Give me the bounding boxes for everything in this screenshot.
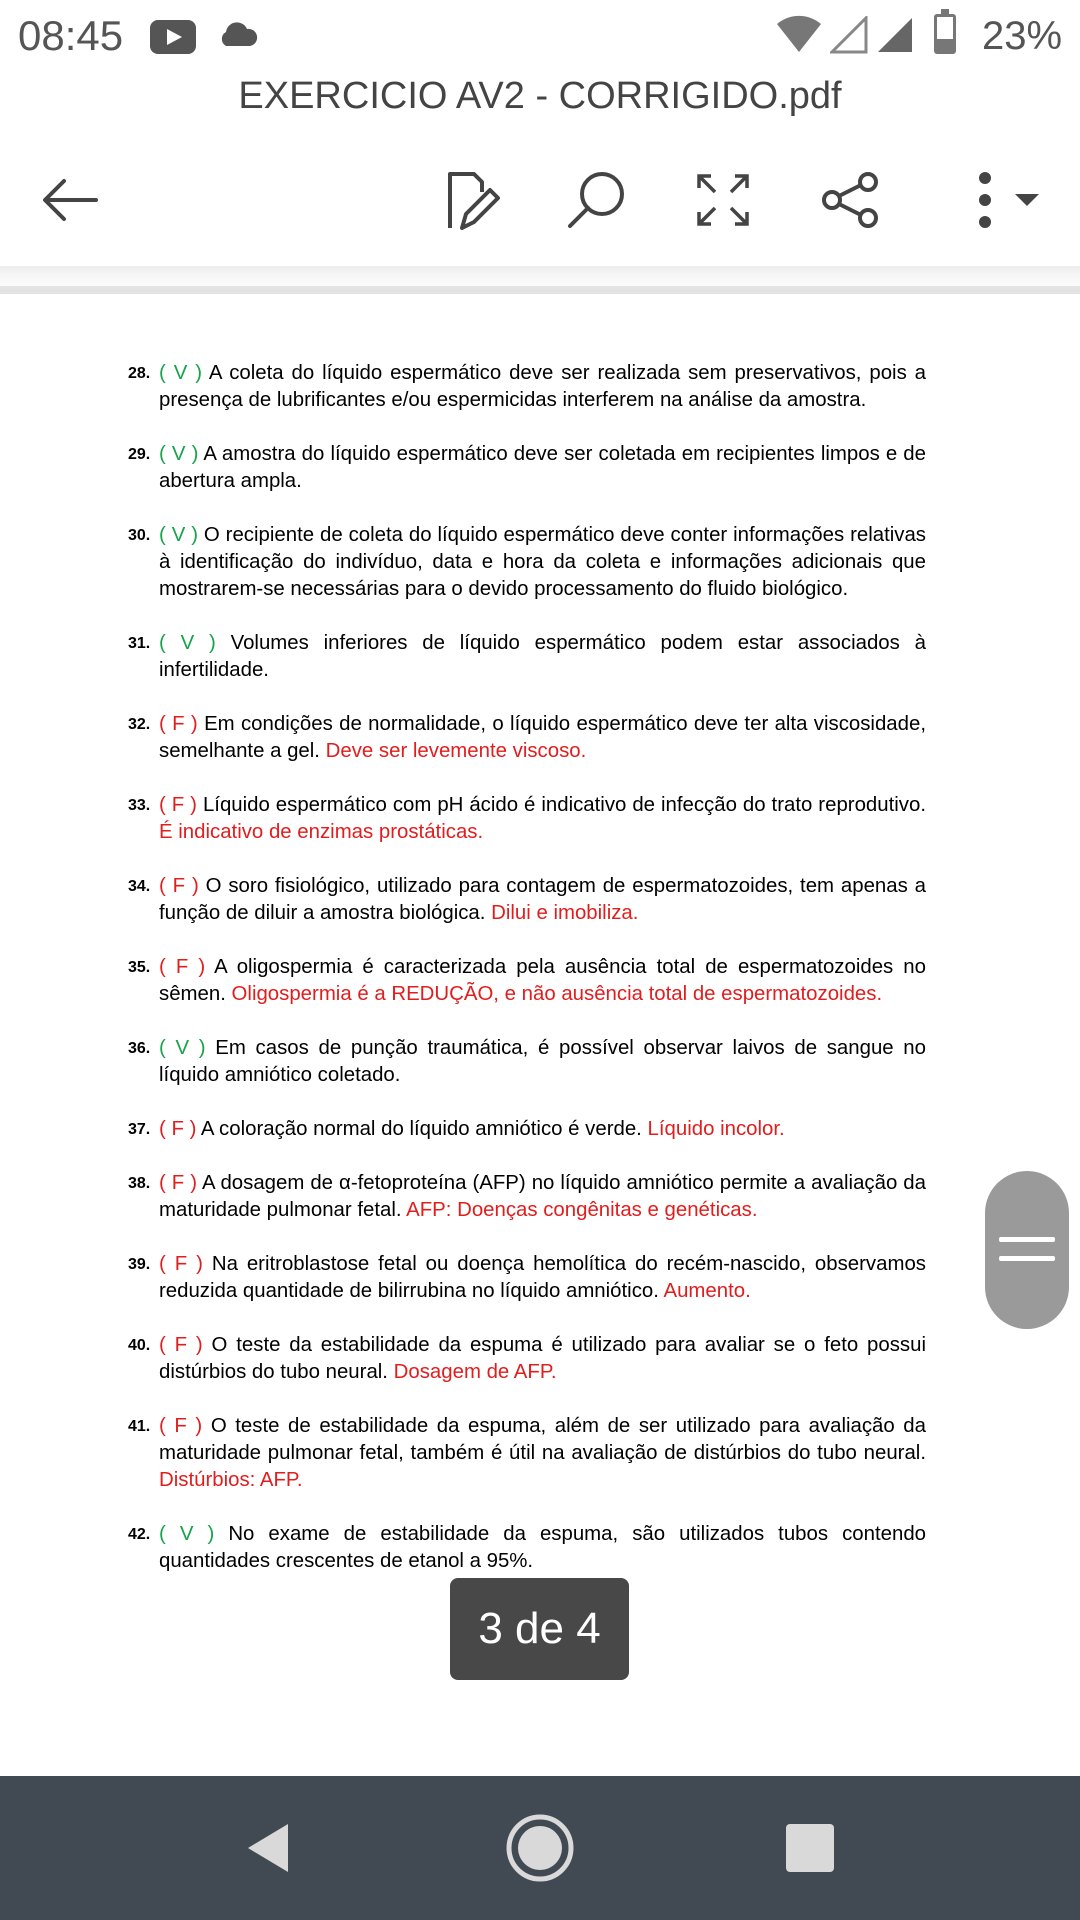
signal-icon [876,16,914,54]
question-item: 37. ( F ) A coloração normal do líquido amniótico é verde. Líquido incolor. [128,1118,785,1140]
pdf-page[interactable] [128,360,926,1575]
correction-note: Oligospermia é a REDUÇÃO, e não ausência total de espermatozoides. [231,983,883,1005]
question-item: 29. ( V ) A amostra do líquido espermático deve ser coletada em recipientes limpos e de abertura ampla. [128,443,926,492]
question-item: 33. ( F ) Líquido espermático com pH ácido é indicativo de infecção do trato reprodutivo. É indicativo de enzimas prostáticas. [128,794,926,843]
correction-note: Aumento. [663,1280,751,1302]
more-options-button[interactable] [958,160,1048,240]
correction-note: Deve ser levemente viscoso. [325,740,587,762]
correction-note: Líquido incolor. [647,1118,785,1140]
home-circle-icon [504,1812,576,1884]
question-item: 40. ( F ) O teste da estabilidade da espuma é utilizado para avaliar se o feto possui distúrbios do tubo neural. Dosagem de AFP. [128,1334,927,1383]
correction-note: Dilui e imobiliza. [491,902,639,924]
square-recents-icon [782,1820,838,1876]
question-item: 31. ( V ) Volumes inferiores de líquido espermático podem estar associados à infertilidade. [128,632,926,681]
annotate-button[interactable] [430,160,510,240]
search-icon [564,168,628,232]
nav-recents-button[interactable] [760,1776,860,1920]
correction-note: É indicativo de enzimas prostáticas. [159,821,484,843]
cloud-icon [216,20,260,50]
page-indicator: 3 de 4 [450,1578,629,1680]
question-item: 35. ( F ) A oligospermia é caracterizada pela ausência total de espermatozoides no sêmen. Oligospermia é a REDUÇÃO, e não ausência total de espermatozoides. [128,956,926,1005]
share-button[interactable] [810,160,890,240]
wifi-icon [775,14,823,54]
share-icon [820,170,880,230]
question-item: 36. ( V ) Em casos de punção traumática, é possível observar laivos de sangue no líquido amniótico coletado. [128,1037,926,1086]
grip-line [999,1256,1055,1261]
question-item: 32. ( F ) Em condições de normalidade, o líquido espermático deve ter alta viscosidade, semelhante a gel. Deve ser levemente viscoso. [128,713,926,762]
correction-note: Distúrbios: AFP. [159,1469,303,1491]
document-title: EXERCICIO AV2 - CORRIGIDO.pdf [238,75,842,117]
youtube-notification-icon [150,20,196,54]
question-item: 41. ( F ) O teste de estabilidade da espuma, além de ser utilizado para avaliação da maturidade pulmonar fetal, também é útil na avaliação de distúrbios do tubo neural. Distúrbios: AFP. [128,1415,926,1491]
correction-note: Dosagem de AFP. [393,1361,557,1383]
nav-back-button[interactable] [220,1776,320,1920]
question-item: 30. ( V ) O recipiente de coleta do líquido espermático deve conter informações relativas à identificação do indivíduo, data e hora da coleta e informações adicionais que mostrarem-se necessárias para o devido processamento do fluido biológico. [128,524,926,600]
back-button[interactable] [30,160,110,240]
more-vertical-icon [963,170,1043,230]
battery-level: 23% [982,14,1063,58]
question-item: 38. ( F ) A dosagem de α-fetoproteína (AFP) no líquido amniótico permite a avaliação da maturidade pulmonar fetal. AFP: Doenças congênitas e genéticas. [128,1172,926,1221]
question-item: 34. ( F ) O soro fisiológico, utilizado para contagem de espermatozoides, tem apenas a função de diluir a amostra biológica. Dilui e imobiliza. [128,875,927,924]
fullscreen-button[interactable] [683,160,763,240]
status-time: 08:45 [18,12,124,59]
status-bar [0,0,1080,76]
search-button[interactable] [556,160,636,240]
scroll-handle[interactable] [985,1171,1069,1329]
navigation-bar [0,1776,1080,1920]
question-item: 42. ( V ) No exame de estabilidade da espuma, são utilizados tubos contendo quantidades crescentes de etanol a 95%. [128,1523,926,1572]
battery-icon [934,14,956,54]
expand-icon [695,172,751,228]
edit-document-icon [438,168,502,232]
signal-empty-icon [830,16,868,54]
toolbar-divider [0,286,1080,294]
arrow-left-icon [40,175,100,225]
question-item: 28. ( V ) A coleta do líquido espermático deve ser realizada sem preservativos, pois a presença de lubrificantes e/ou espermicidas interferem na análise da amostra. [128,362,927,411]
nav-home-button[interactable] [490,1776,590,1920]
correction-note: AFP: Doenças congênitas e genéticas. [406,1199,758,1221]
triangle-back-icon [240,1818,300,1878]
grip-line [999,1237,1055,1242]
question-item: 39. ( F ) Na eritroblastose fetal ou doença hemolítica do recém-nascido, observamos reduzida quantidade de bilirrubina no líquido amniótico. Aumento. [128,1253,926,1302]
